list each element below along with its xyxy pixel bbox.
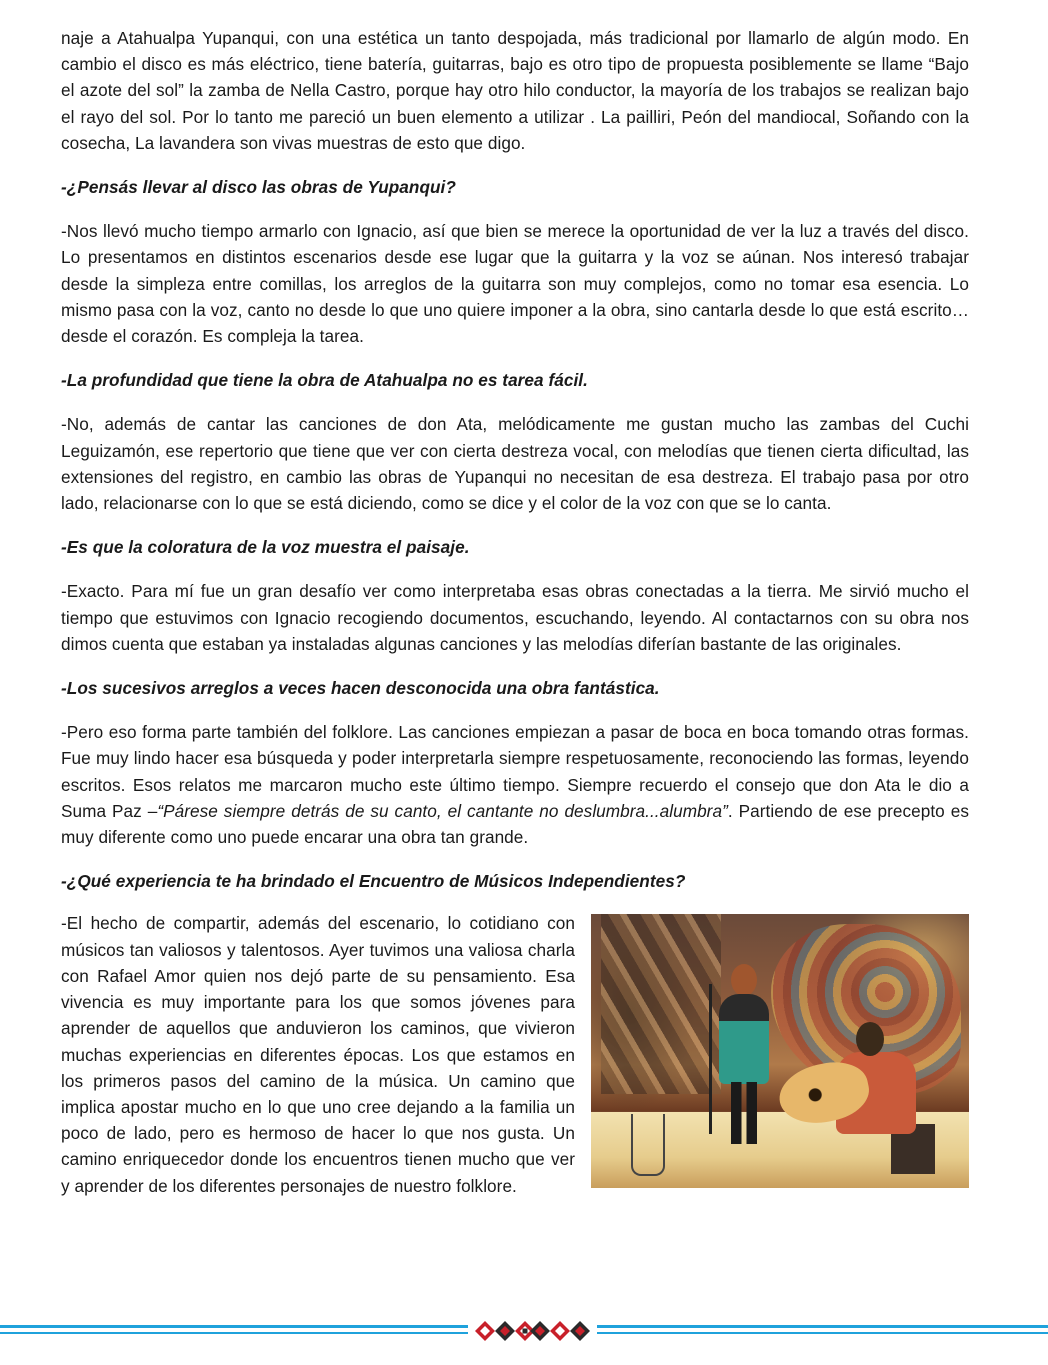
singer-legs [731,1082,757,1144]
article-body [61,25,969,1199]
andean-ornament-icon [475,1319,590,1343]
answer-5: -El hecho de compartir, además del escenario, lo cotidiano con músicos tan valiosos y talentosos. Ayer tuvimos una valiosa charla con Rafael Amor quien nos dejó parte de su pensamiento. Esa vivencia es muy importante para los que somos jóvenes para aprender de aquellos que anduvieron los caminos, que vivieron muchas experiencias en diferentes épocas. Los que estamos en los primeros pasos del camino de la música. Un camino que implica apostar mucho en lo que uno cree dejando a la familia un poco de lado, pero es hermoso de hacer lo que nos gusta. Un camino enriquecedor donde los encuentros tienen mucho que ver y aprender de los diferentes personajes de nuestro folklore. [61,913,575,1196]
answer-3: -Exacto. Para mí fue un gran desafío ver como interpretaba esas obras conectadas a la tierra. Me sirvió mucho el tiempo que estuvimos con Ignacio recogiendo documentos, escuchando, leyendo. Al contactarnos con su obra nos dimos cuenta que estaban ya instaladas algunas canciones y las melodías diferían bastante de las originales. [61,581,969,654]
answer-4-text: -Pero eso forma parte también del folklore. Las canciones empiezan a pasar de boca en boca tomando otras formas. Fue muy lindo hacer esa búsqueda y poder interpretarla siempre respetuosamente, reconociendo las formas, leyendo escritos. Esos relatos me marcaron mucho este último tiempo. Siempre recuerdo el consejo que don Ata le dio a Suma Paz – [61,722,969,821]
question-4: -Los sucesivos arreglos a veces hacen desconocida una obra fantástica. [61,678,660,699]
mural-figure [601,914,721,1094]
question-2: -La profundidad que tiene la obra de Atahualpa no es tarea fácil. [61,370,588,391]
footer-lines-left [0,1325,468,1335]
singer-head [731,964,757,996]
answer-2: -No, además de cantar las canciones de don Ata, melódicamente me gustan mucho las zambas del Cuchi Leguizamón, ese repertorio que tiene que ver con cierta destreza vocal, con melodías que tienen cierta dificultad, las extensiones del registro, en cambio las obras de Yupanqui no necesitan de esa destreza. El trabajo pasa por otro lado, relacionarse con lo que se está diciendo, como se dice y el color de la voz con que se lo canta. [61,414,969,514]
paragraph-intro: naje a Atahualpa Yupanqui, con una estética un tanto despojada, más tradicional por llamarlo de algún modo. En cambio el disco es más eléctrico, tiene batería, guitarras, bajo es otro tipo de propuesta posiblemente se llame “Bajo el azote del sol” la zamba de Nella Castro, porque hay otro hilo conductor, la mayoría de los trabajos se realizan bajo el rayo del sol. Por lo tanto me pareció un buen elemento a utilizar . La pailliri, Peón del mandiocal, Soñando con la cosecha, La lavandera son vivas muestras de esto que digo. [61,28,969,153]
question-5: -¿Qué experiencia te ha brindado el Encuentro de Músicos Independientes? [61,871,686,892]
music-stand [631,1114,665,1176]
answer-1: -Nos llevó mucho tiempo armarlo con Ignacio, así que bien se merece la oportunidad de ver la luz a través del disco. Lo presentamos en distintos escenarios desde ese lugar que la guitarra y la voz se aúnan. Nos interesó trabajar desde la simpleza entre comillas, los arreglos de la guitarra son muy complejos, como no tomar esa esencia. Lo mismo pasa con la voz, canto no desde lo que uno quiere imponer a la obra, sino cantarla desde lo que está escrito… desde el corazón. Es compleja la tarea. [61,221,969,347]
concert-photo [591,914,969,1188]
answer-4 [61,719,969,850]
footer-lines-right [597,1325,1048,1335]
answer-4-text-end: . Partiendo de ese precepto es muy diferente como uno puede encarar una obra tan grande. [61,800,969,848]
answer-4-quote: “Párese siempre detrás de su canto, el cantante no deslumbra...alumbra” [157,800,728,821]
microphone-stand [709,984,712,1134]
singer-figure [719,994,769,1084]
question-1: -¿Pensás llevar al disco las obras de Yupanqui? [61,177,456,198]
question-3: -Es que la coloratura de la voz muestra el paisaje. [61,537,470,558]
page-footer [0,1318,1048,1344]
